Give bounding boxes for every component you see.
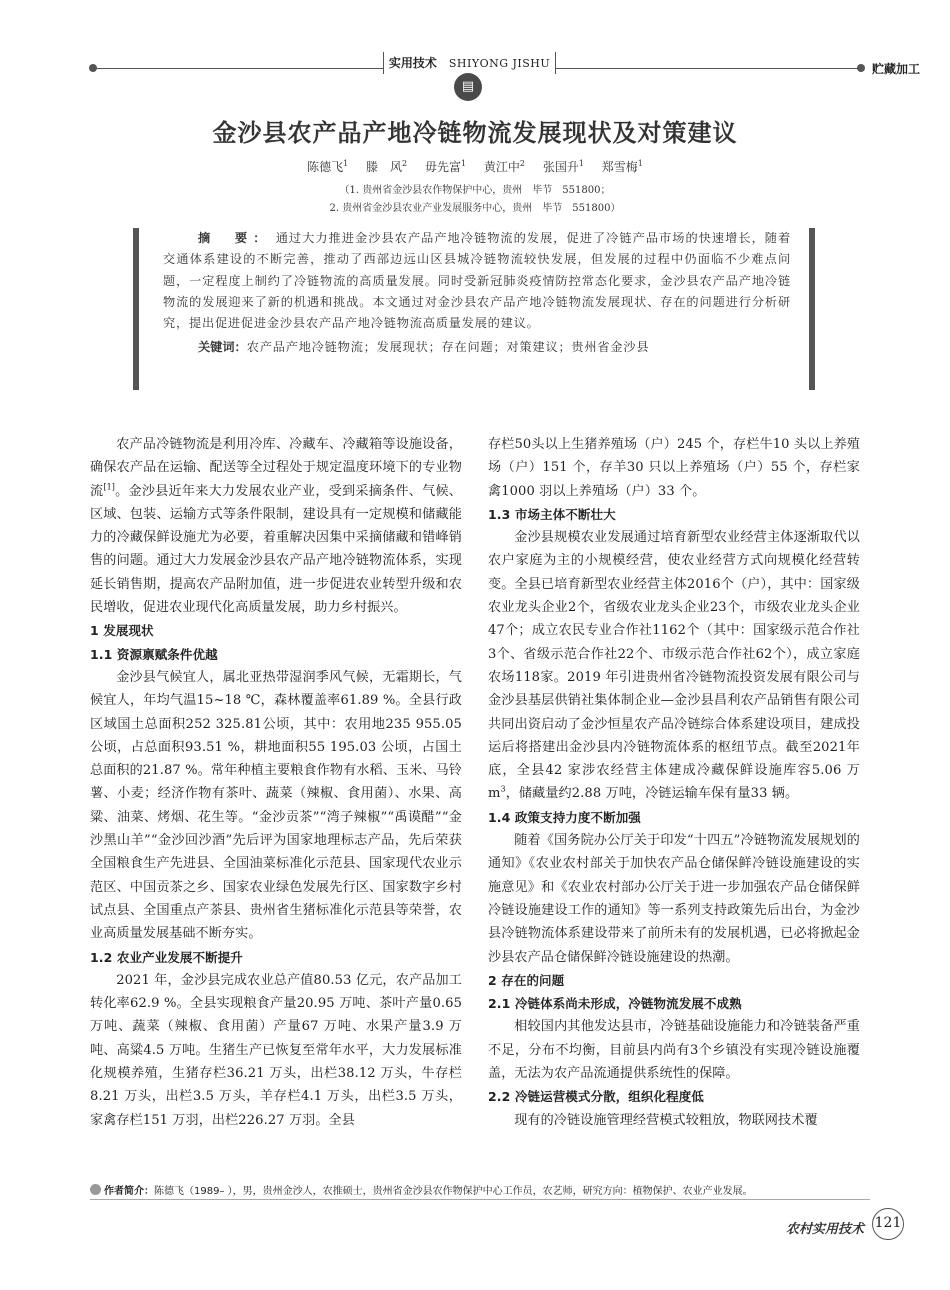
abstract-label: 摘 要： xyxy=(198,231,272,245)
affiliation: （1. 贵州省金沙县农作物保护中心，贵州 毕节 551800； xyxy=(339,185,611,196)
citation: [1] xyxy=(103,482,115,492)
author: 郑雪梅$^1$ xyxy=(601,159,643,174)
author: 张国升$^1$ xyxy=(542,159,584,174)
body-column-left xyxy=(90,433,462,1132)
section-name: 贮藏加工 xyxy=(871,62,920,76)
header-rule-left-dot xyxy=(89,64,97,72)
paragraph-intro: 农产品冷链物流是利用冷库、冷藏车、冷藏箱等设施设备，确保农产品在运输、配送等全过程处于规定温度环境下的专业物流[1]。金沙县近年来大力发展农业产业，受到采摘条件、气候、区域、包装、运输方式等条件限制，建设具有一定规模和储藏能力的冷藏保鲜设施尤为必要，着重解决因集中采摘储藏和错峰销售的问题。通过大力发展金沙县农产品产地冷链物流体系，实现延长销售期，提高农产品附加值，进一步促进农业转型升级和农民增收，促进农业现代化高质量发展，助力乡村振兴。 xyxy=(90,437,462,616)
author: 陈德飞$^1$ xyxy=(307,159,349,174)
column-tab-cn: 实用技术 xyxy=(388,56,437,70)
page-number: 121 xyxy=(872,1208,904,1240)
author: 滕 风$^2$ xyxy=(366,159,408,174)
author-footnote-label: 作者简介： xyxy=(104,1186,154,1197)
subsection-heading: 1.3 市场主体不断壮大 xyxy=(488,506,616,522)
subsection-heading: 1.1 资源禀赋条件优越 xyxy=(90,646,218,662)
author-footnote-text: 陈德飞（1989– ），男，贵州金沙人，农推硕士，贵州省金沙县农作物保护中心工作员，农艺师，研究方向：植物保护、农业产业发展。 xyxy=(154,1186,753,1197)
article-title: 金沙县农产品产地冷链物流发展现状及对策建议 xyxy=(212,119,738,147)
subsection-heading: 2.2 冷链运营模式分散，组织化程度低 xyxy=(488,1089,704,1105)
author: 黄江中$^2$ xyxy=(483,159,526,174)
paragraph: 随着《国务院办公厅关于印发“十四五”冷链物流发展规划的通知》《农业农村部关于加快农产品仓储保鲜冷链设施建设的实施意见》和《农业农村部办公厅关于进一步加强农产品仓储保鲜冷链设施建设工作的通知》等一系列支持政策先后出台，为金沙县冷链物流体系建设带来了前所未有的发展机遇，已必将掀起金沙县农产品仓储保鲜冷链设施建设的热潮。 xyxy=(488,833,860,965)
column-tab xyxy=(383,52,556,74)
paragraph-continued: 存栏50头以上生猪养殖场（户）245 个，存栏牛10 头以上养殖场（户）151 个，存羊30 只以上养殖场（户）55 个，存栏家禽1000 羽以上养殖场（户）33 个。 xyxy=(488,437,860,499)
paragraph: 相较国内其他发达县市，冷链基础设施能力和冷链装备严重不足，分布不均衡，目前县内尚有3个乡镇没有实现冷链设施覆盖，无法为农产品流通提供系统性的保障。 xyxy=(488,1019,860,1082)
column-tab-en: SHIYONG JISHU xyxy=(448,57,551,70)
footnote-rule xyxy=(90,1199,870,1200)
author-list xyxy=(0,158,950,175)
paragraph: 金沙县规模农业发展通过培育新型农业经营主体逐渐取代以农户家庭为主的小规模经营，使农业经营方式向规模化经营转变。全县已培育新型农业经营主体2016个（户），其中：国家级农业龙头企业2个，省级农业龙头企业23个，市级农业龙头企业47个；成立农民专业合作社1162个（其中：国家级示范合作社3个、省级示范合作社22个、市级示范合作社62个），成立家庭农场118家。2019 年引进贵州省冷链物流投资发展有限公司与金沙县基层供销社集体制企业—金沙县昌利农产品销售有限公司共同出资启动了金沙恒星农产品冷链综合体系建设项目，建成投运后将搭建出金沙县内冷链物流体系的枢纽节点。截至2021年底，全县42 家涉农经营主体建成冷藏保鲜设施库容5.06 万$m^3$，储藏量约2.88 万吨，冷链运输车保有量33 辆。 xyxy=(488,530,860,802)
paragraph: 金沙县气候宜人，属北亚热带湿润季风气候，无霜期长，气候宜人，年均气温15~18 ℃，森林覆盖率61.89 %。全县行政区域国土总面积252 325.81公顷，其中：农用地235 955.05 公顷，占总面积93.51 %，耕地面积55 195.03 公顷，占国土总面积的21.87 %。常年种植主要粮食作物有水稻、玉米、马铃薯、小麦；经济作物有茶叶、蔬菜（辣椒、食用菌）、水果、高粱、油菜、烤烟、花生等。“金沙贡茶”“湾子辣椒”“禹谟醋”“金沙黑山羊”“金沙回沙酒”先后评为国家地理标志产品，先后荣获全国粮食生产先进县、全国油菜标准化示范县、国家现代农业示范区、中国贡茶之乡、国家农业绿色发展先行区、国家数字乡村试点县、全国重点产茶县、贵州省生猪标准化示范县等荣誉，农业高质量发展基础不断夯实。 xyxy=(90,669,462,942)
abstract-text: 通过大力推进金沙县农产品产地冷链物流的发展，促进了冷链产品市场的快速增长，随着交通体系建设的不断完善，推动了西部边远山区县城冷链物流较快发展，但发展的过程中仍面临不少难点问题，一定程度上制约了冷链物流的高质量发展。同时受新冠肺炎疫情防控常态化要求，金沙县农产品产地冷链物流的发展迎来了新的机遇和挑战。本文通过对金沙县农产品产地冷链物流发展现状、存在的问题进行分析研究，提出促进促进金沙县农产品产地冷链物流高质量发展的建议。 xyxy=(163,231,792,331)
subsection-heading: 2.1 冷链体系尚未形成，冷链物流发展不成熟 xyxy=(488,996,742,1012)
author: 毋先富$^1$ xyxy=(424,159,467,174)
author-footnote xyxy=(90,1182,870,1197)
keywords-label: 关键词： xyxy=(198,340,247,355)
paragraph: 现有的冷链设施管理经营模式较粗放，物联网技术覆 xyxy=(514,1112,818,1128)
header-rule-right-dot xyxy=(857,64,865,72)
paragraph: 2021 年，金沙县完成农业总产值80.53 亿元，农产品加工转化率62.9 %。全县实现粮食产量20.95 万吨、茶叶产量0.65 万吨、蔬菜（辣椒、食用菌）产量67 万吨、水果产量3.9 万吨、高粱4.5 万吨。生猪生产已恢复至常年水平，大力发展标准化规模养殖，生猪存栏36.21 万头，出栏38.12 万头，牛存栏8.21 万头，出栏3.5 万头，羊存栏4.1 万头，出栏3.5 万头，家禽存栏151 万羽，出栏226.27 万羽。全县 xyxy=(90,972,462,1128)
abstract-box xyxy=(133,228,815,390)
section-heading: 2 存在的问题 xyxy=(488,972,565,988)
body-column-right xyxy=(488,433,860,1132)
subsection-heading: 1.2 农业产业发展不断提升 xyxy=(90,949,243,965)
subsection-heading: 1.4 政策支持力度不断加强 xyxy=(488,809,641,825)
section-heading: 1 发展现状 xyxy=(90,623,154,639)
author-icon xyxy=(90,1184,101,1195)
keywords xyxy=(163,337,791,358)
keywords-text: 农产品产地冷链物流；发展现状；存在问题；对策建议；贵州省金沙县 xyxy=(246,340,650,355)
journal-name: 农村实用技术 xyxy=(785,1222,864,1237)
affiliation: 2. 贵州省金沙县农业产业发展服务中心，贵州 毕节 551800） xyxy=(329,203,621,214)
abstract xyxy=(163,228,791,334)
column-logo-icon: ▤ xyxy=(454,73,482,101)
